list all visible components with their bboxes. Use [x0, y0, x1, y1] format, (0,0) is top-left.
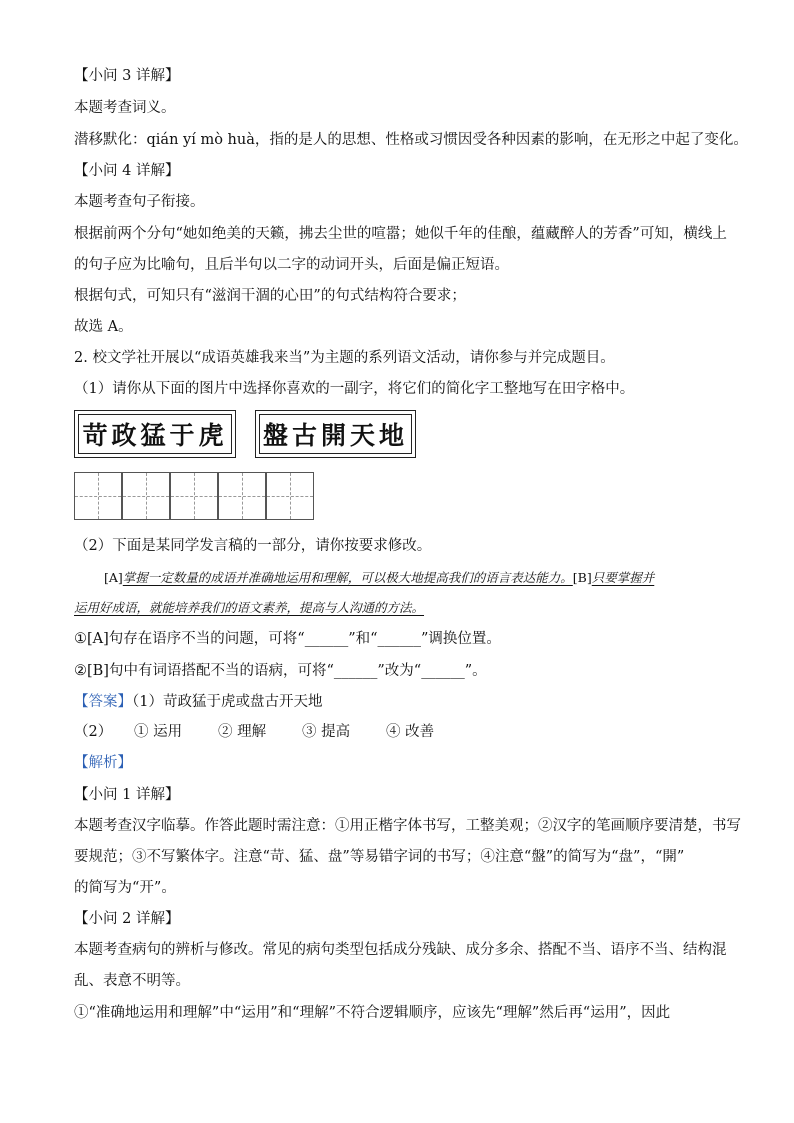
analysis-label: 【解析】 — [74, 755, 132, 771]
text-line: 根据句式，可知只有“滋润干涸的心田”的句式结构符合要求； — [74, 288, 466, 304]
subquestion-item: ①[A]句存在语序不当的问题，可将“______”和“______”调换位置。 — [74, 631, 501, 647]
option-text: 改善 — [405, 724, 435, 740]
passage-tag: [A] — [104, 570, 123, 585]
grid-cell[interactable] — [74, 472, 122, 520]
grid-cell[interactable] — [170, 472, 218, 520]
section-heading: 【小问 1 详解】 — [74, 787, 180, 803]
subquestion-item: ②[B]句中有词语搭配不当的语病，可将“______”改为“______”。 — [74, 663, 487, 679]
option-text: 提高 — [321, 724, 351, 740]
passage-sentence-b-cont: 运用好成语，就能培养我们的语文素养，提高与人沟通的方法。 — [74, 600, 425, 615]
option-number: ② — [218, 724, 233, 740]
section-heading: 【小问 4 详解】 — [74, 163, 180, 179]
answer-q2-label: （2） — [74, 724, 113, 740]
answer-option — [134, 722, 182, 742]
answer-line — [74, 692, 322, 712]
text-line: 的句子应为比喻句，且后半句以二字的动词开头，后面是偏正短语。 — [74, 257, 509, 273]
question-title: 2. 校文学社开展以“成语英雄我来当”为主题的系列语文活动，请你参与并完成题目。 — [74, 350, 615, 366]
passage-sentence-a: 掌握一定数量的成语并准确地运用和理解，可以极大地提高我们的语言表达能力。 — [122, 570, 573, 585]
text-line: 根据前两个分句“她如绝美的天籁，拂去尘世的喧嚣；她似千年的佳酿，蕴藏醉人的芳香”可知，横线上 — [74, 226, 727, 242]
text-line: 本题考查病句的辨析与修改。常见的病句类型包括成分残缺、成分多余、搭配不当、语序不当、结构混 — [74, 942, 727, 958]
text-line: ①“准确地运用和理解”中“运用”和“理解”不符合逻辑顺序，应该先“理解”然后再“运用”，因此 — [74, 1005, 671, 1021]
answer-option — [218, 722, 266, 742]
passage-line — [74, 598, 424, 618]
option-text: 运用 — [153, 724, 183, 740]
calligraphy-text: 苛政猛于虎 — [78, 414, 232, 454]
text-line: 乱、表意不明等。 — [74, 973, 190, 989]
grid-cell[interactable] — [122, 472, 170, 520]
calligraphy-image-left — [74, 410, 236, 458]
text-line: 的简写为“开”。 — [74, 880, 176, 896]
text-line: 本题考查句子衔接。 — [74, 194, 205, 210]
option-number: ④ — [386, 724, 401, 740]
grid-cell[interactable] — [266, 472, 314, 520]
text-line: 要规范；③不写繁体字。注意“苛、猛、盘”等易错字词的书写；④注意“盤”的简写为“盘”，“開” — [74, 849, 685, 865]
text-line: 潜移默化：qián yí mò huà，指的是人的思想、性格或习惯因受各种因素的影响，在无形之中起了变化。 — [74, 132, 748, 148]
option-number: ③ — [302, 724, 317, 740]
answer-label: 【答案】 — [74, 694, 132, 710]
subquestion: （1）请你从下面的图片中选择你喜欢的一副字，将它们的简化字工整地写在田字格中。 — [74, 381, 635, 397]
text-line: 本题考查汉字临摹。作答此题时需注意：①用正楷字体书写，工整美观；②汉字的笔画顺序要清楚，书写 — [74, 818, 741, 834]
answer-option — [386, 722, 434, 742]
passage-sentence-b: 只要掌握并 — [591, 570, 655, 585]
grid-cell[interactable] — [218, 472, 266, 520]
section-heading: 【小问 2 详解】 — [74, 911, 180, 927]
passage-line — [104, 568, 654, 588]
calligraphy-image-right — [255, 410, 416, 458]
option-number: ① — [134, 724, 149, 740]
section-heading: 【小问 3 详解】 — [74, 68, 180, 84]
answer-text: （1）苛政猛于虎或盘古开天地 — [132, 694, 323, 710]
text-line: 本题考查词义。 — [74, 100, 176, 116]
calligraphy-text: 盤古開天地 — [259, 414, 412, 454]
option-text: 理解 — [237, 724, 267, 740]
subquestion: （2）下面是某同学发言稿的一部分，请你按要求修改。 — [74, 538, 432, 554]
answer-option — [302, 722, 350, 742]
text-line: 故选 A。 — [74, 319, 133, 335]
passage-tag: [B] — [572, 570, 592, 585]
